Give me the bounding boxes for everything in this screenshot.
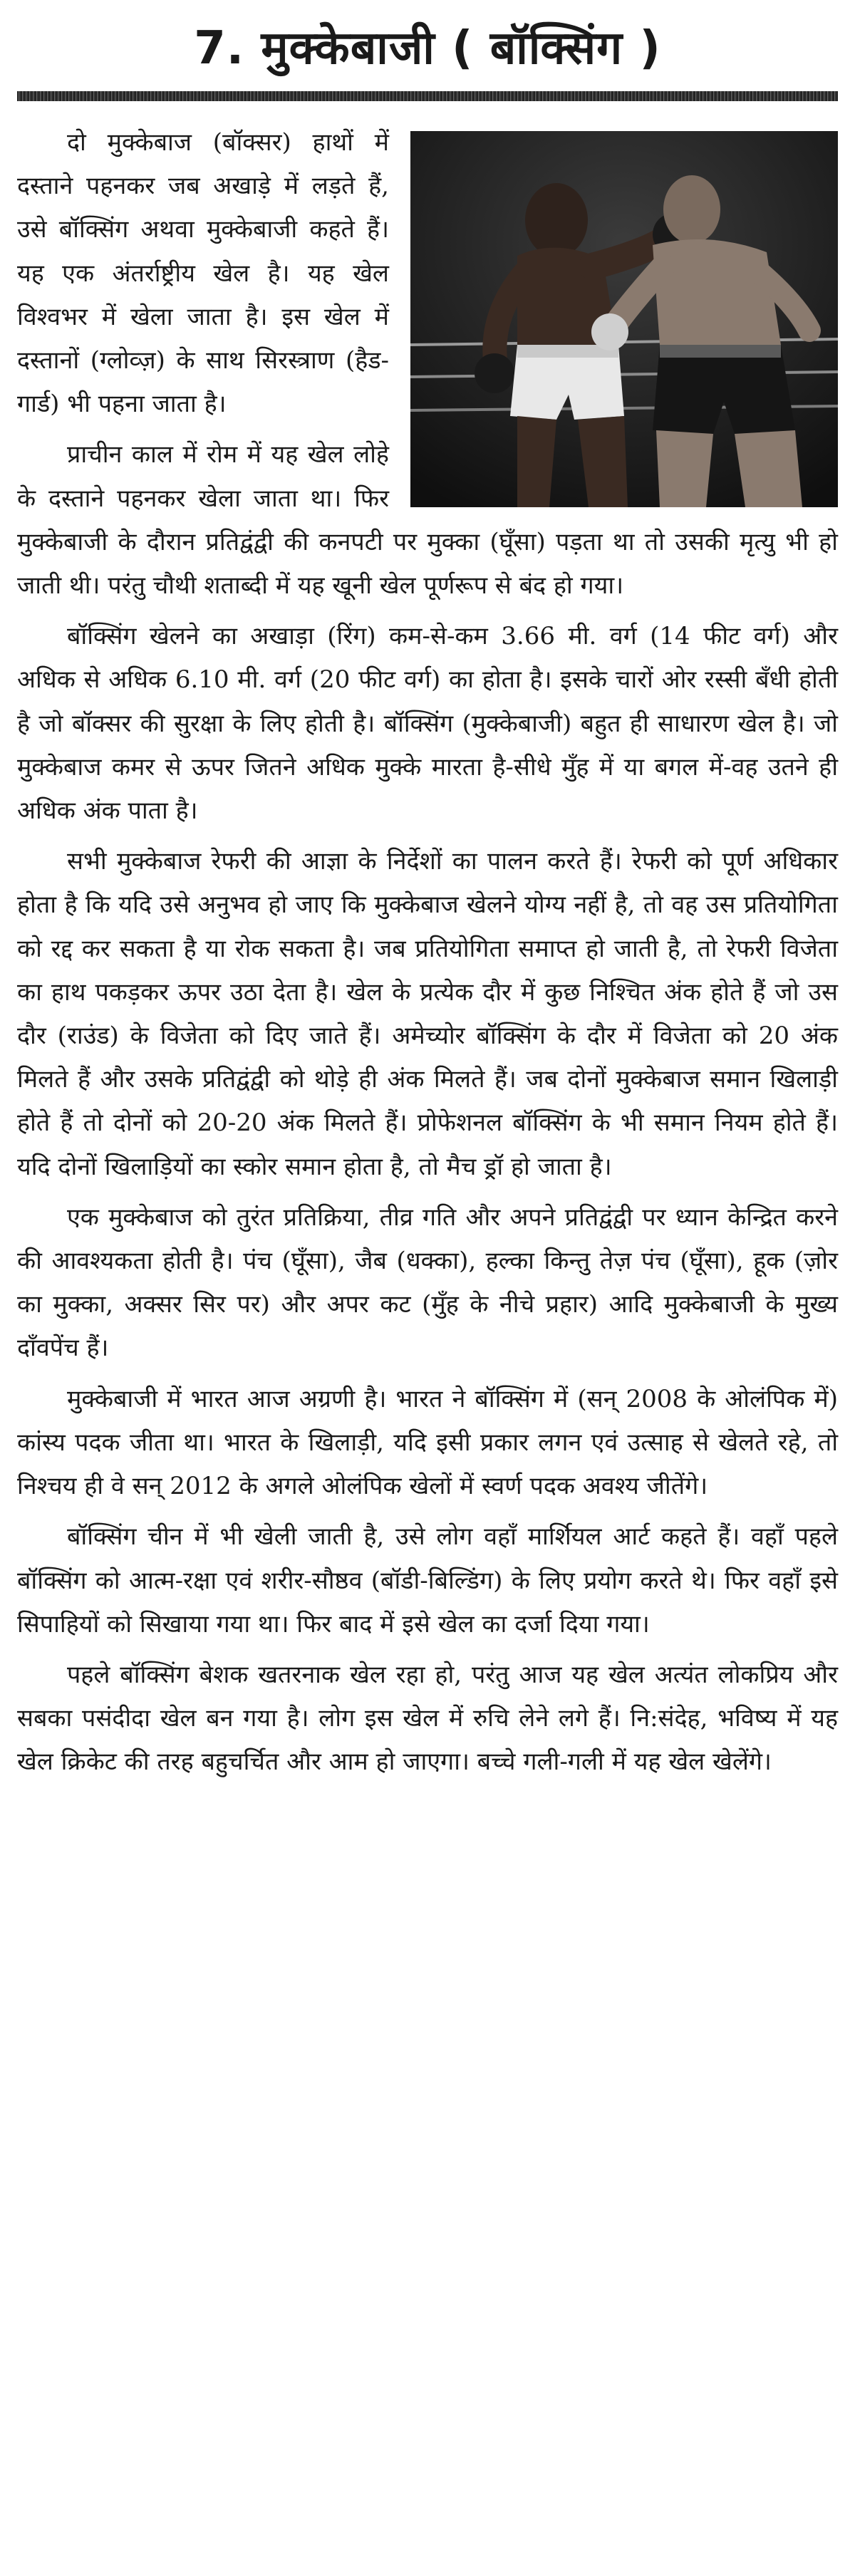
paragraph: दो मुक्केबाज (बॉक्सर) हाथों में दस्ताने पहनकर जब अखाड़े में लड़ते हैं, उसे बॉक्सिंग अथवा मुक्केबाजी कहते हैं। यह एक अंतर्राष्ट्रीय खेल है। यह खेल विश्वभर में खेला जाता है। इस खेल में दस्तानों (ग्लोव्ज़) के साथ सिरस्त्राण (हैड-गार्ड) भी पहना जाता है।: [17, 128, 389, 419]
boxers-illustration: [410, 131, 838, 507]
paragraph: एक मुक्केबाज को तुरंत प्रतिक्रिया, तीव्र गति और अपने प्रतिद्वंद्वी पर ध्यान केन्द्रित करने की आवश्यकता होती है। पंच (घूँसा), जैब (धक्का), हल्का किन्तु तेज़ पंच (घूँसा), हूक (ज़ोर का मुक्का, अक्सर सिर पर) और अपर कट (मुँह के नीचे प्रहार) आदि मुक्केबाजी के मुख्य दाँवपेंच हैं।: [17, 1203, 838, 1363]
paragraph: बॉक्सिंग खेलने का अखाड़ा (रिंग) कम-से-कम 3.66 मी. वर्ग (14 फीट वर्ग) और अधिक से अधिक 6.10 मी. वर्ग (20 फीट वर्ग) का होता है। इसके चारों ओर रस्सी बँधी होती है जो बॉक्सर की सुरक्षा के लिए होती है। बॉक्सिंग (मुक्केबाजी) बहुत ही साधारण खेल है। जो मुक्केबाज कमर से ऊपर जितने अधिक मुक्के मारता है-सीधे मुँह में या बगल में-वह उतने ही अधिक अंक पाता है।: [17, 622, 838, 826]
essay-body: [17, 121, 838, 1785]
paragraph: प्राचीन काल में रोम में यह खेल लोहे के दस्ताने पहनकर खेला जाता था। फिर मुक्केबाजी के दौरान प्रतिद्वंद्वी की कनपटी पर मुक्का (घूँसा) पड़ता था तो उसकी मृत्यु भी हो जाती थी। परंतु चौथी शताब्दी में यह खूनी खेल पूर्णरूप से बंद हो गया।: [17, 440, 838, 601]
title-underline-divider: [17, 91, 838, 101]
paragraph: बॉक्सिंग चीन में भी खेली जाती है, उसे लोग वहाँ मार्शियल आर्ट कहते हैं। वहाँ पहले बॉक्सिंग को आत्म-रक्षा एवं शरीर-सौष्ठव (बॉडी-बिल्डिंग) के लिए प्रयोग करते थे। फिर वहाँ इसे सिपाहियों को सिखाया गया था। फिर बाद में इसे खेल का दर्जा दिया गया।: [17, 1522, 838, 1638]
paragraph: मुक्केबाजी में भारत आज अग्रणी है। भारत ने बॉक्सिंग में (सन् 2008 के ओलंपिक में) कांस्य पदक जीता था। भारत के खिलाड़ी, यदि इसी प्रकार लगन एवं उत्साह से खेलते रहे, तो निश्चय ही वे सन् 2012 के अगले ओलंपिक खेलों में स्वर्ण पदक अवश्य जीतेंगे।: [17, 1384, 838, 1501]
paragraph: सभी मुक्केबाज रेफरी की आज्ञा के निर्देशों का पालन करते हैं। रेफरी को पूर्ण अधिकार होता है कि यदि उसे अनुभव हो जाए कि मुक्केबाज खेलने योग्य नहीं है, तो वह उस प्रतियोगिता को रद्द कर सकता है या रोक सकता है। जब प्रतियोगिता समाप्त हो जाती है, तो रेफरी विजेता का हाथ पकड़कर ऊपर उठा देता है। खेल के प्रत्येक दौर में कुछ निश्चित अंक होते हैं जो उस दौर (राउंड) के विजेता को दिए जाते हैं। अमेच्योर बॉक्सिंग के दौर में विजेता को 20 अंक मिलते हैं और उसके प्रतिद्वंद्वी को थोड़े ही अंक मिलते हैं। जब दोनों मुक्केबाज समान खिलाड़ी होते हैं तो दोनों को 20-20 अंक मिलते हैं। प्रोफेशनल बॉक्सिंग के भी समान नियम होते हैं। यदि दोनों खिलाड़ियों का स्कोर समान होता है, तो मैच ड्रॉ हो जाता है।: [17, 847, 838, 1181]
boxing-photo: [410, 131, 838, 507]
page-title: 7. मुक्केबाजी ( बॉक्सिंग ): [194, 22, 661, 75]
document-page: [17, 0, 838, 2576]
paragraph: पहले बॉक्सिंग बेशक खतरनाक खेल रहा हो, परंतु आज यह खेल अत्यंत लोकप्रिय और सबका पसंदीदा खेल बन गया है। लोग इस खेल में रुचि लेने लगे हैं। नि:संदेह, भविष्य में यह खेल क्रिकेट की तरह बहुचर्चित और आम हो जाएगा। बच्चे गली-गली में यह खेल खेलेंगे।: [17, 1660, 838, 1777]
